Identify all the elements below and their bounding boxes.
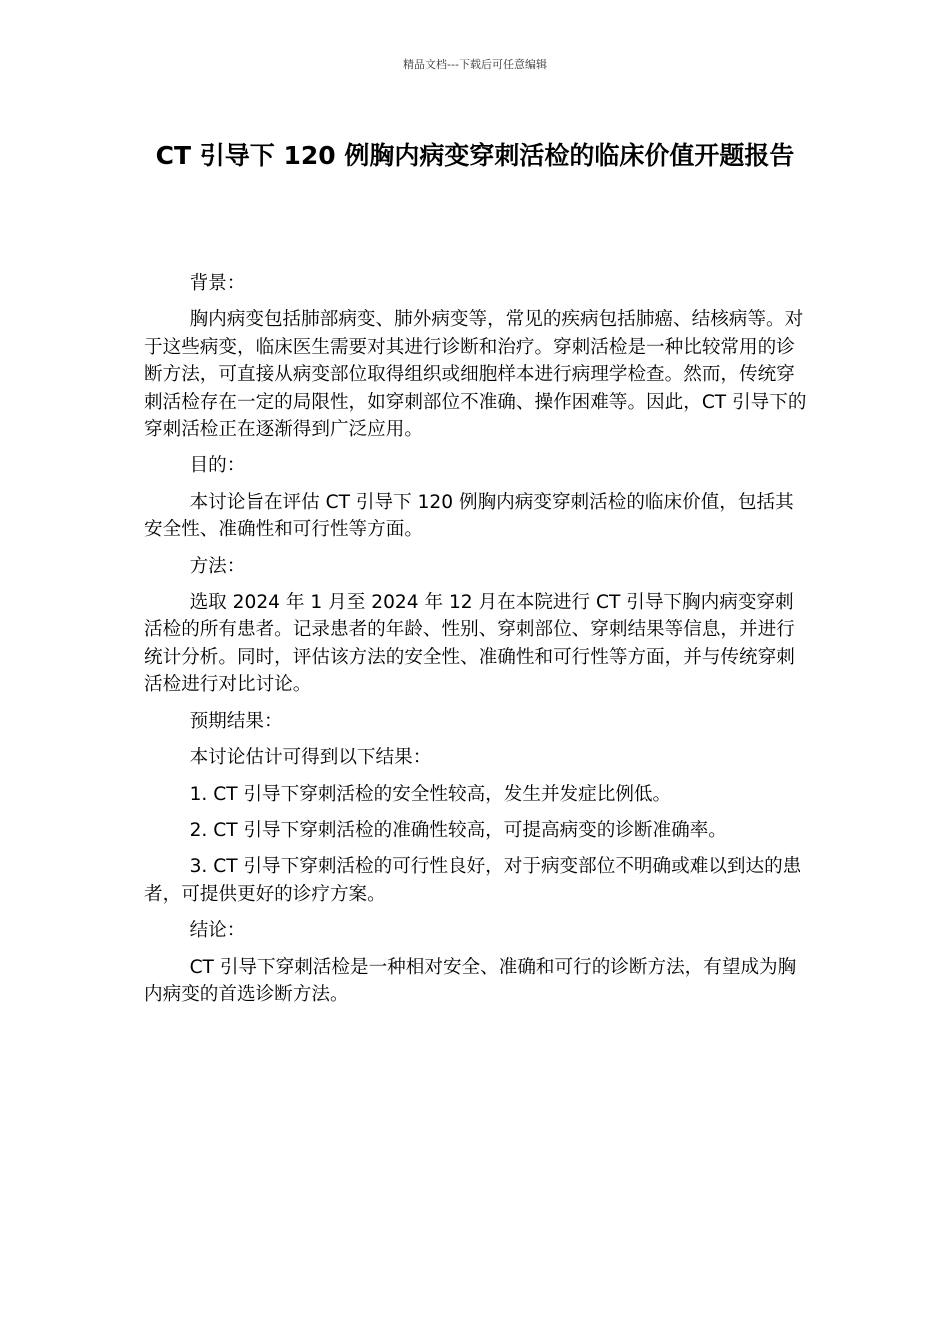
section-heading-methods: 方法： — [189, 555, 246, 577]
list-item-result-3: 3. CT 引导下穿刺活检的可行性良好，对于病变部位不明确或难以到达的患者，可提供更好的诊疗方案。 — [144, 856, 802, 905]
section-heading-background: 背景： — [189, 273, 246, 294]
paragraph-methods: 选取 2024 年 1 月至 2024 年 12 月在本院进行 CT 引导下胸内病变穿刺活检的所有患者。记录患者的年龄、性别、穿刺部位、穿刺结果等信息，并进行统计分析。同时，评估该方法的安全性、准确性和可行性等方面，并与传统穿刺活检进行对比讨论。 — [144, 592, 795, 696]
paragraph-background: 胸内病变包括肺部病变、肺外病变等，常见的疾病包括肺癌、结核病等。对于这些病变，临床医生需要对其进行诊断和治疗。穿刺活检是一种比较常用的诊断方法，可直接从病变部位取得组织或细胞样本进行病理学检查。然而，传统穿刺活检存在一定的局限性，如穿刺部位不准确、操作困难等。因此，CT 引导下的穿刺活检正在逐渐得到广泛应用。 — [144, 309, 807, 441]
document-body — [144, 270, 808, 1017]
list-item-result-2: 2. CT 引导下穿刺活检的准确性较高，可提高病变的诊断准确率。 — [189, 819, 727, 841]
section-heading-purpose: 目的： — [189, 455, 246, 477]
paragraph-purpose: 本讨论旨在评估 CT 引导下 120 例胸内病变穿刺活检的临床价值，包括其安全性、准确性和可行性等方面。 — [144, 491, 794, 541]
paragraph-results-intro: 本讨论估计可得到以下结果： — [189, 747, 432, 769]
page-header-watermark: 精品文档---下载后可任意编辑 — [403, 58, 547, 71]
section-heading-expected-results: 预期结果： — [189, 710, 283, 732]
list-item-result-1: 1. CT 引导下穿刺活检的安全性较高，发生并发症比例低。 — [189, 783, 672, 805]
document-title: CT 引导下 120 例胸内病变穿刺活检的临床价值开题报告 — [155, 141, 795, 170]
paragraph-conclusion: CT 引导下穿刺活检是一种相对安全、准确和可行的诊断方法，有望成为胸内病变的首选诊断方法。 — [144, 956, 797, 1005]
section-heading-conclusion: 结论： — [189, 920, 246, 942]
